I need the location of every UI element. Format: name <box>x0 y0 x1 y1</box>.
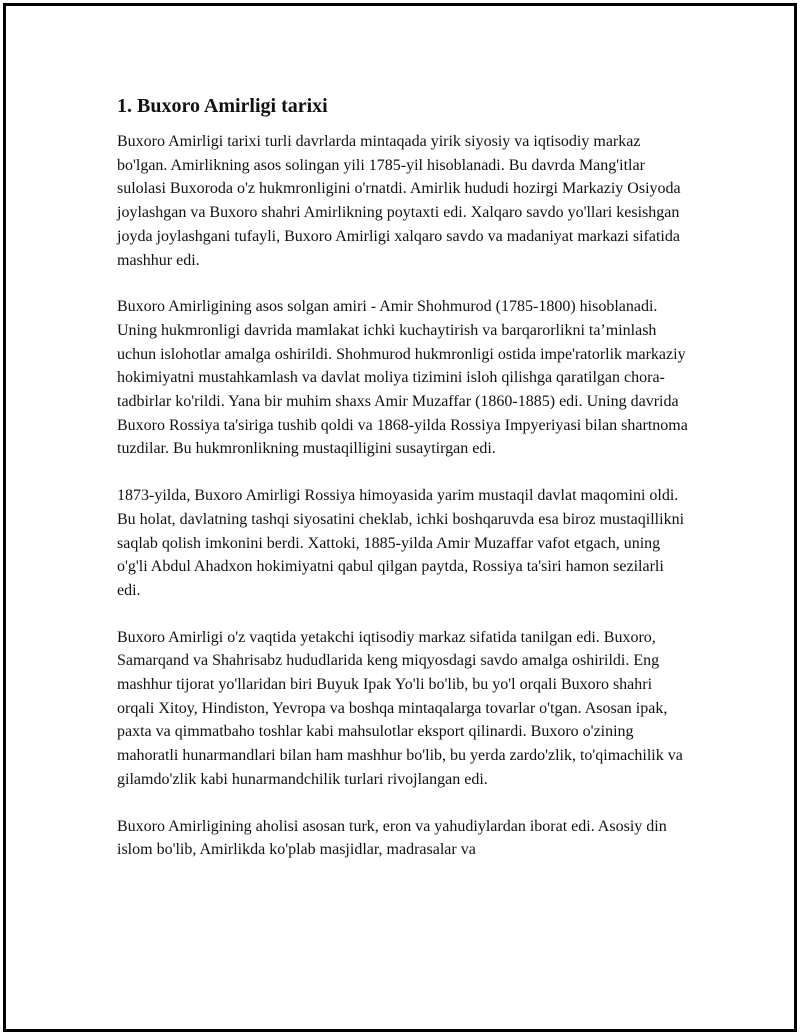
document-title: 1. Buxoro Amirligi tarixi <box>117 95 328 117</box>
paragraph-4: Buxoro Amirligi o'z vaqtida yetakchi iqtisodiy markaz sifatida tanilgan edi. Buxoro, Samarqand va Shahrisabz hududlarida keng miqyosdagi savdo amalga oshirildi. Eng mashhur tijorat yo'llaridan biri Buyuk Ipak Yo'li bo'lib, bu yo'l orqali Buxoro shahri orqali Xitoy, Hindiston, Yevropa va boshqa mintaqalarga tovarlar o'tgan. Asosan ipak, paxta va qimmatbaho toshlar kabi mahsulotlar eksport qilinardi. Buxoro o'zining mahoratli hunarmandlari bilan ham mashhur bo'lib, bu yerda zardo'zlik, to'qimachilik va gilamdo'zlik kabi hunarmandchilik turlari rivojlangan edi. <box>117 628 683 788</box>
paragraph-1: Buxoro Amirligi tarixi turli davrlarda mintaqada yirik siyosiy va iqtisodiy markaz bo'lgan. Amirlikning asos solingan yili 1785-yil hisoblanadi. Bu davrda Mang'itlar sulolasi Buxoroda o'z hukmronligini o'rnatdi. Amirlik hududi hozirgi Markaziy Osiyoda joylashgan va Buxoro shahri Amirlikning poytaxti edi. Xalqaro savdo yo'llari kesishgan joyda joylashgani tufayli, Buxoro Amirligi xalqaro savdo va madaniyat markazi sifatida mashhur edi. <box>117 133 681 269</box>
document-body <box>115 92 690 885</box>
paragraph-2: Buxoro Amirligining asos solgan amiri - Amir Shohmurod (1785-1800) hisoblanadi. Uning hukmronligi davrida mamlakat ichki kuchaytirish va barqarorlikni ta’minlash uchun islohotlar amalga oshirildi. Shohmurod hukmronligi ostida impe'ratorlik markaziy hokimiyatni mustahkamlash va davlat moliya tizimini isloh qilishga qaratilgan chora-tadbirlar ko'rildi. Yana bir muhim shaxs Amir Muzaffar (1860-1885) edi. Uning davrida Buxoro Rossiya ta'siriga tushib qoldi va 1868-yilda Rossiya Impyeriyasi bilan shartnoma tuzdilar. Bu hukmronlikning mustaqilligini susaytirgan edi. <box>117 298 688 458</box>
paragraph-5: Buxoro Amirligining aholisi asosan turk, eron va yahudiylardan iborat edi. Asosiy din islom bo'lib, Amirlikda ko'plab masjidlar, madrasalar va <box>117 817 667 859</box>
paragraph-3: 1873-yilda, Buxoro Amirligi Rossiya himoyasida yarim mustaqil davlat maqomini oldi. Bu holat, davlatning tashqi siyosatini cheklab, ichki boshqaruvda esa biroz mustaqillikni saqlab qolish imkonini berdi. Xattoki, 1885-yilda Amir Muzaffar vafot etgach, uning o'g'li Abdul Ahadxon hokimiyatni qabul qilgan paytda, Rossiya ta'siri hamon sezilarli edi. <box>117 487 685 599</box>
